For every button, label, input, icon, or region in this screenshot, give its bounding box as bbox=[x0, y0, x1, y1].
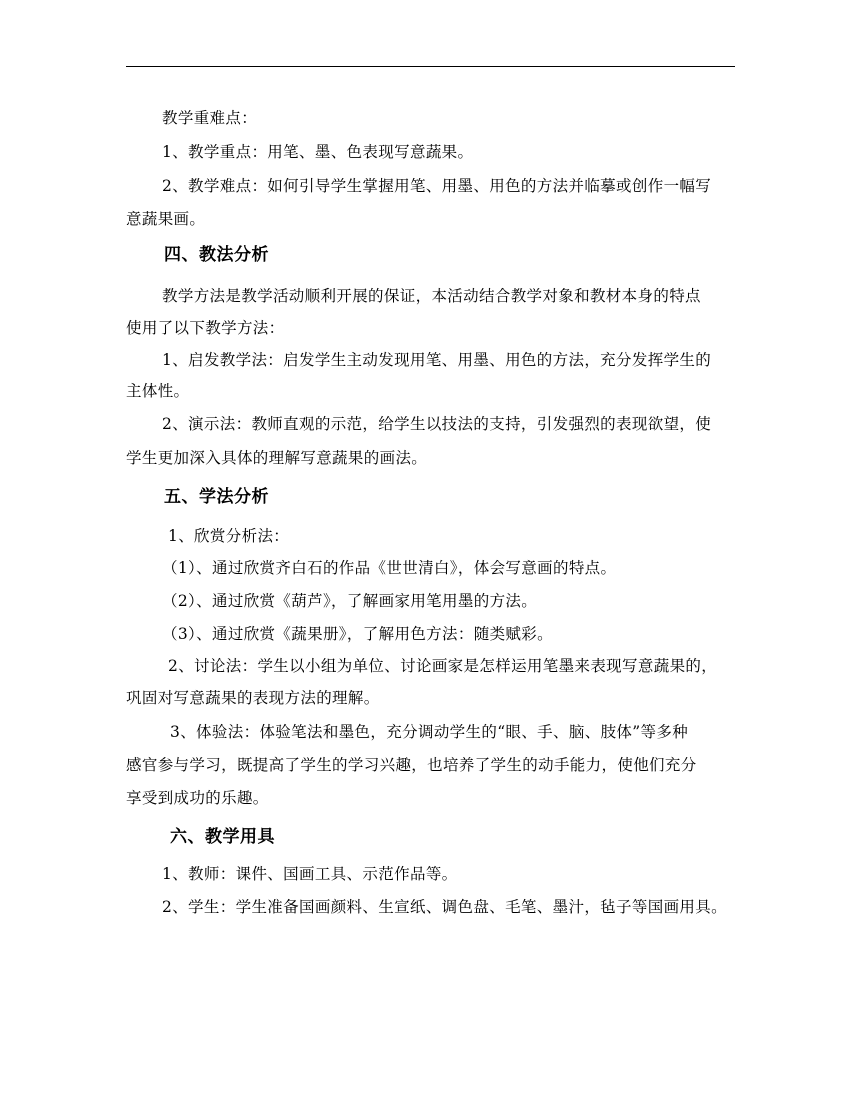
appreciation-item-2: （2）、通过欣赏《葫芦》，了解画家用笔用墨的方法。 bbox=[162, 592, 538, 610]
section-heading-learning-method: 五、学法分析 bbox=[164, 487, 269, 507]
teaching-difficult-point-continued: 意蔬果画。 bbox=[126, 210, 206, 228]
experience-method-continued-2: 享受到成功的乐趣。 bbox=[126, 789, 269, 807]
section-heading-teaching-tools: 六、教学用具 bbox=[170, 827, 275, 847]
heuristic-method-continued: 主体性。 bbox=[126, 382, 190, 400]
section-heading-teaching-method: 四、教法分析 bbox=[164, 245, 269, 265]
teaching-difficult-point: 2、教学难点：如何引导学生掌握用笔、用墨、用色的方法并临摹或创作一幅写 bbox=[162, 177, 712, 195]
appreciation-method: 1、欣赏分析法： bbox=[168, 527, 290, 545]
appreciation-item-1: （1）、通过欣赏齐白石的作品《世世清白》，体会写意画的特点。 bbox=[162, 559, 617, 577]
key-difficult-points-label: 教学重难点： bbox=[162, 109, 258, 127]
teaching-method-intro: 教学方法是教学活动顺利开展的保证，本活动结合教学对象和教材本身的特点 bbox=[162, 287, 701, 305]
student-tools: 2、学生：学生准备国画颜料、生宣纸、调色盘、毛笔、墨汁，毡子等国画用具。 bbox=[162, 898, 727, 916]
experience-method: 3、体验法：体验笔法和墨色，充分调动学生的“眼、手、脑、肢体”等多种 bbox=[170, 723, 689, 741]
teaching-method-intro-continued: 使用了以下教学方法： bbox=[126, 319, 285, 337]
demonstration-method: 2、演示法：教师直观的示范，给学生以技法的支持，引发强烈的表现欲望，使 bbox=[162, 415, 712, 433]
demonstration-method-continued: 学生更加深入具体的理解写意蔬果的画法。 bbox=[126, 449, 428, 467]
discussion-method: 2、讨论法：学生以小组为单位、讨论画家是怎样运用笔墨来表现写意蔬果的， bbox=[168, 657, 718, 675]
teacher-tools: 1、教师：课件、国画工具、示范作品等。 bbox=[162, 865, 458, 883]
discussion-method-continued: 巩固对写意蔬果的表现方法的理解。 bbox=[126, 689, 380, 707]
header-rule bbox=[126, 66, 735, 67]
heuristic-method: 1、启发教学法：启发学生主动发现用笔、用墨、用色的方法，充分发挥学生的 bbox=[162, 351, 712, 369]
appreciation-item-3: （3）、通过欣赏《蔬果册》，了解用色方法：随类赋彩。 bbox=[162, 625, 553, 643]
teaching-key-point: 1、教学重点：用笔、墨、色表现写意蔬果。 bbox=[162, 143, 474, 161]
experience-method-continued-1: 感官参与学习，既提高了学生的学习兴趣，也培养了学生的动手能力，使他们充分 bbox=[126, 756, 697, 774]
